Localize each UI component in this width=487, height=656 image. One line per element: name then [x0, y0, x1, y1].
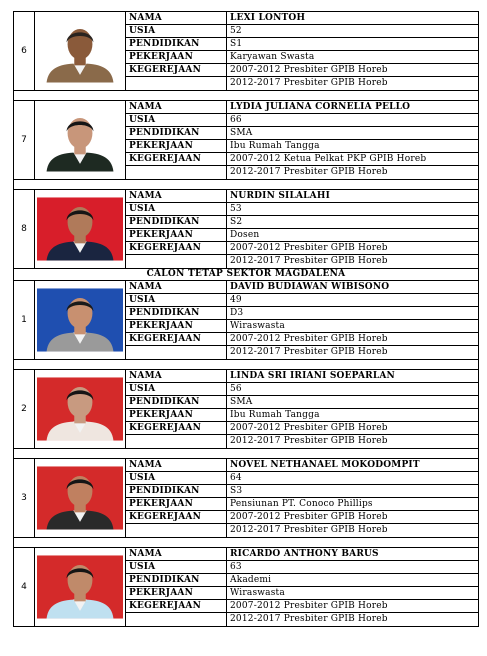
- field-value: 2007-2012 Presbiter GPIB Horeb: [230, 512, 388, 522]
- field-value: 2012-2017 Presbiter GPIB Horeb: [230, 614, 388, 624]
- field-label: USIA: [126, 561, 227, 573]
- portrait-photo: [37, 287, 123, 353]
- field-value: SMA: [230, 397, 253, 407]
- field-value: 2007-2012 Ketua Pelkat PKP GPIB Horeb: [230, 154, 427, 164]
- field-value: 66: [230, 115, 242, 125]
- field-label: USIA: [126, 472, 227, 484]
- detail-row: [126, 370, 478, 383]
- detail-row: [126, 548, 478, 561]
- spacer-row: [13, 537, 479, 547]
- detail-row: [126, 320, 478, 333]
- field-label: PEKERJAAN: [126, 51, 227, 63]
- field-label: PENDIDIKAN: [126, 127, 227, 139]
- field-label: USIA: [126, 114, 227, 126]
- detail-row: [126, 613, 478, 626]
- candidate-name: DAVID BUDIAWAN WIBISONO: [230, 282, 390, 292]
- candidate-record: [14, 281, 478, 359]
- candidate-details: [126, 370, 478, 448]
- field-value: Ibu Rumah Tangga: [230, 141, 320, 151]
- photo-cell: [35, 190, 126, 268]
- record-block: [13, 100, 479, 179]
- field-value: 2012-2017 Presbiter GPIB Horeb: [230, 78, 388, 88]
- detail-row: [126, 600, 478, 613]
- record-block: [13, 280, 479, 359]
- detail-row: [126, 114, 478, 127]
- detail-row: [126, 12, 478, 25]
- portrait-photo: [37, 465, 123, 531]
- detail-row: [126, 498, 478, 511]
- detail-row: [126, 229, 478, 242]
- field-value: Karyawan Swasta: [230, 52, 315, 62]
- candidate-record: [14, 459, 478, 537]
- candidate-name: RICARDO ANTHONY BARUS: [230, 549, 379, 559]
- field-label: PENDIDIKAN: [126, 38, 227, 50]
- candidate-number: 2: [14, 370, 35, 448]
- candidate-name: NURDIN SILALAHI: [230, 191, 330, 201]
- field-label: KEGEREJAAN: [126, 600, 227, 612]
- spacer-row: [13, 359, 479, 369]
- spacer-row: [13, 90, 479, 100]
- field-label: [126, 524, 227, 537]
- field-value: S3: [230, 486, 243, 496]
- detail-row: [126, 77, 478, 90]
- candidate-number: 1: [14, 281, 35, 359]
- portrait-photo: [37, 376, 123, 442]
- field-value: Pensiunan PT. Conoco Phillips: [230, 499, 373, 509]
- field-value: Wiraswasta: [230, 321, 285, 331]
- field-label: NAMA: [126, 12, 227, 24]
- candidate-details: [126, 190, 478, 268]
- field-value: 2012-2017 Presbiter GPIB Horeb: [230, 436, 388, 446]
- candidate-details: [126, 548, 478, 626]
- field-value: 2012-2017 Presbiter GPIB Horeb: [230, 167, 388, 177]
- candidate-name: LYDIA JULIANA CORNELIA PELLO: [230, 102, 411, 112]
- field-label: PEKERJAAN: [126, 229, 227, 241]
- record-block: [13, 547, 479, 627]
- photo-cell: [35, 459, 126, 537]
- record-block: [13, 11, 479, 90]
- spacer-row: [13, 448, 479, 458]
- field-value: 2007-2012 Presbiter GPIB Horeb: [230, 334, 388, 344]
- field-label: PENDIDIKAN: [126, 574, 227, 586]
- field-value: 2007-2012 Presbiter GPIB Horeb: [230, 65, 388, 75]
- detail-row: [126, 524, 478, 537]
- field-label: USIA: [126, 294, 227, 306]
- candidate-details: [126, 101, 478, 179]
- detail-row: [126, 101, 478, 114]
- candidate-record: [14, 548, 478, 626]
- field-label: PEKERJAAN: [126, 320, 227, 332]
- field-value: 56: [230, 384, 242, 394]
- photo-cell: [35, 101, 126, 179]
- candidate-number: 8: [14, 190, 35, 268]
- record-block: [13, 189, 479, 268]
- field-label: PEKERJAAN: [126, 140, 227, 152]
- field-value: D3: [230, 308, 244, 318]
- detail-row: [126, 281, 478, 294]
- field-value: 2012-2017 Presbiter GPIB Horeb: [230, 256, 388, 266]
- detail-row: [126, 38, 478, 51]
- detail-row: [126, 203, 478, 216]
- detail-row: [126, 140, 478, 153]
- field-label: [126, 613, 227, 626]
- field-value: 49: [230, 295, 242, 305]
- field-label: PEKERJAAN: [126, 498, 227, 510]
- field-label: PEKERJAAN: [126, 409, 227, 421]
- field-value: 64: [230, 473, 242, 483]
- field-value: 2012-2017 Presbiter GPIB Horeb: [230, 347, 388, 357]
- candidate-details: [126, 12, 478, 90]
- detail-row: [126, 216, 478, 229]
- record-block: [13, 458, 479, 537]
- portrait-photo: [37, 18, 123, 84]
- detail-row: [126, 472, 478, 485]
- field-label: KEGEREJAAN: [126, 242, 227, 254]
- field-value: 2012-2017 Presbiter GPIB Horeb: [230, 525, 388, 535]
- field-label: KEGEREJAAN: [126, 64, 227, 76]
- field-value: 2007-2012 Presbiter GPIB Horeb: [230, 243, 388, 253]
- candidate-name: LEXI LONTOH: [230, 13, 306, 23]
- detail-row: [126, 51, 478, 64]
- candidate-table: [13, 11, 479, 627]
- detail-row: [126, 307, 478, 320]
- field-label: NAMA: [126, 190, 227, 202]
- candidate-record: [14, 101, 478, 179]
- field-label: NAMA: [126, 370, 227, 382]
- field-label: PENDIDIKAN: [126, 216, 227, 228]
- detail-row: [126, 166, 478, 179]
- candidate-record: [14, 12, 478, 90]
- detail-row: [126, 459, 478, 472]
- detail-row: [126, 409, 478, 422]
- detail-row: [126, 485, 478, 498]
- field-label: PEKERJAAN: [126, 587, 227, 599]
- detail-row: [126, 127, 478, 140]
- candidate-details: [126, 281, 478, 359]
- candidate-number: 3: [14, 459, 35, 537]
- field-label: PENDIDIKAN: [126, 396, 227, 408]
- detail-row: [126, 511, 478, 524]
- field-label: [126, 346, 227, 359]
- field-label: KEGEREJAAN: [126, 333, 227, 345]
- field-label: KEGEREJAAN: [126, 511, 227, 523]
- detail-row: [126, 333, 478, 346]
- field-value: S2: [230, 217, 243, 227]
- candidate-record: [14, 370, 478, 448]
- detail-row: [126, 422, 478, 435]
- portrait-photo: [37, 196, 123, 262]
- field-value: 2007-2012 Presbiter GPIB Horeb: [230, 423, 388, 433]
- detail-row: [126, 64, 478, 77]
- field-label: KEGEREJAAN: [126, 153, 227, 165]
- section-heading: CALON TETAP SEKTOR MAGDALENA: [13, 268, 479, 280]
- field-label: NAMA: [126, 548, 227, 560]
- detail-row: [126, 383, 478, 396]
- detail-row: [126, 255, 478, 268]
- field-label: PENDIDIKAN: [126, 485, 227, 497]
- field-value: S1: [230, 39, 243, 49]
- field-label: [126, 77, 227, 90]
- candidate-name: LINDA SRI IRIANI SOEPARLAN: [230, 371, 395, 381]
- field-value: SMA: [230, 128, 253, 138]
- portrait-photo: [37, 554, 123, 620]
- photo-cell: [35, 12, 126, 90]
- field-value: 2007-2012 Presbiter GPIB Horeb: [230, 601, 388, 611]
- field-label: KEGEREJAAN: [126, 422, 227, 434]
- field-label: [126, 255, 227, 268]
- candidate-record: [14, 190, 478, 268]
- field-value: Wiraswasta: [230, 588, 285, 598]
- candidate-number: 4: [14, 548, 35, 626]
- detail-row: [126, 574, 478, 587]
- detail-row: [126, 190, 478, 203]
- field-label: NAMA: [126, 459, 227, 471]
- candidate-number: 7: [14, 101, 35, 179]
- candidate-name: NOVEL NETHANAEL MOKODOMPIT: [230, 460, 420, 470]
- field-label: USIA: [126, 25, 227, 37]
- photo-cell: [35, 370, 126, 448]
- detail-row: [126, 153, 478, 166]
- field-label: NAMA: [126, 101, 227, 113]
- detail-row: [126, 587, 478, 600]
- photo-cell: [35, 548, 126, 626]
- field-label: [126, 166, 227, 179]
- field-value: Akademi: [230, 575, 272, 585]
- field-label: USIA: [126, 203, 227, 215]
- candidate-number: 6: [14, 12, 35, 90]
- photo-cell: [35, 281, 126, 359]
- field-label: [126, 435, 227, 448]
- field-label: NAMA: [126, 281, 227, 293]
- detail-row: [126, 396, 478, 409]
- detail-row: [126, 561, 478, 574]
- field-label: PENDIDIKAN: [126, 307, 227, 319]
- field-value: 63: [230, 562, 242, 572]
- record-block: [13, 369, 479, 448]
- field-label: USIA: [126, 383, 227, 395]
- spacer-row: [13, 179, 479, 189]
- candidate-details: [126, 459, 478, 537]
- field-value: 53: [230, 204, 242, 214]
- detail-row: [126, 25, 478, 38]
- detail-row: [126, 346, 478, 359]
- field-value: 52: [230, 26, 242, 36]
- portrait-photo: [37, 107, 123, 173]
- field-value: Dosen: [230, 230, 260, 240]
- detail-row: [126, 242, 478, 255]
- detail-row: [126, 435, 478, 448]
- field-value: Ibu Rumah Tangga: [230, 410, 320, 420]
- detail-row: [126, 294, 478, 307]
